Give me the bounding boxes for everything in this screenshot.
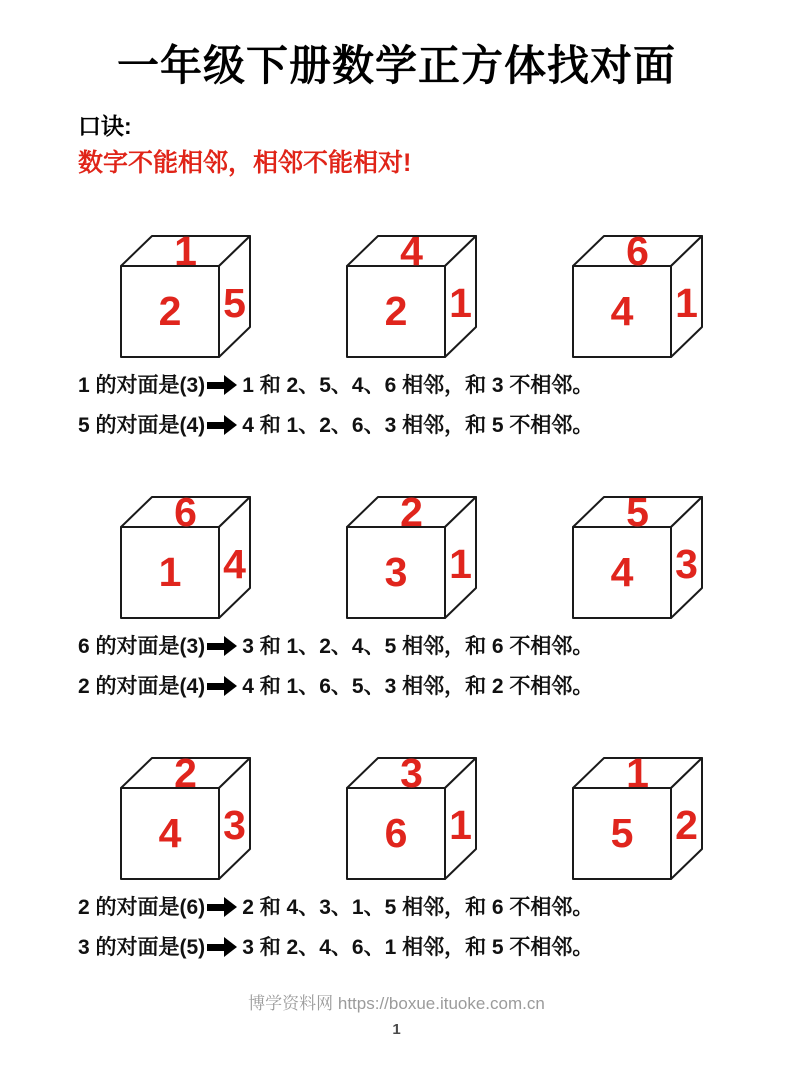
cube-top-number: 2	[174, 750, 197, 796]
explanation-before: 5 的对面是(4)	[78, 414, 206, 437]
cube-front-number: 4	[610, 549, 634, 595]
arrow-right-icon	[207, 636, 237, 656]
cube-top-number: 6	[626, 228, 649, 274]
explanation-after: 1 和 2、5、4、6 相邻，和 3 不相邻。	[242, 374, 594, 397]
cube-2-1	[120, 489, 251, 619]
explanation-line	[78, 893, 793, 923]
page-title: 一年级下册数学正方体找对面	[116, 42, 676, 89]
section-1	[0, 228, 793, 441]
cube-front-number: 5	[610, 810, 634, 856]
arrow-right-icon	[207, 375, 237, 395]
explanation-line	[78, 933, 793, 963]
page-number: 1	[392, 1021, 401, 1038]
cube-top-number: 4	[400, 228, 423, 274]
cube-front-number: 2	[384, 288, 408, 334]
cube-right-number: 4	[223, 541, 246, 587]
cube-front-number: 4	[610, 288, 634, 334]
explanation-before: 2 的对面是(6)	[78, 896, 206, 919]
explanation-line	[78, 371, 793, 401]
cube-right-number: 1	[449, 541, 472, 587]
cube-top-number: 5	[626, 489, 649, 535]
cube-right-number: 3	[675, 541, 698, 587]
cube-front-number: 2	[158, 288, 182, 334]
explanation-before: 1 的对面是(3)	[78, 374, 206, 397]
cube-2-2	[346, 489, 477, 619]
cube-right-number: 3	[223, 802, 246, 848]
cube-3-2	[346, 750, 477, 880]
cube-right-number: 2	[675, 802, 698, 848]
arrow-right-icon	[207, 897, 237, 917]
cube-right-number: 1	[449, 802, 472, 848]
cube-row-1	[120, 228, 793, 361]
cube-1-3	[572, 228, 703, 358]
cube-3-3	[572, 750, 703, 880]
arrow-right-icon	[207, 415, 237, 435]
cube-row-2	[120, 489, 793, 622]
explanation-after: 4 和 1、2、6、3 相邻，和 5 不相邻。	[242, 414, 594, 437]
mnemonic-text: 数字不能相邻，相邻不能相对!	[78, 149, 412, 177]
explanation-line	[78, 632, 793, 662]
explanation-before: 3 的对面是(5)	[78, 936, 206, 959]
footer-site-text: 博学资料网 https://boxue.ituoke.com.cn	[248, 994, 545, 1013]
explanation-before: 2 的对面是(4)	[78, 675, 206, 698]
arrow-right-icon	[207, 937, 237, 957]
explanation-line	[78, 411, 793, 441]
explanation-after: 2 和 4、3、1、5 相邻，和 6 不相邻。	[242, 896, 594, 919]
cube-front-number: 3	[384, 549, 408, 595]
cube-right-number: 1	[449, 280, 472, 326]
cube-top-number: 1	[174, 228, 197, 274]
explanation-before: 6 的对面是(3)	[78, 635, 206, 658]
cube-front-number: 4	[158, 810, 182, 856]
explanation-after: 3 和 2、4、6、1 相邻，和 5 不相邻。	[242, 936, 594, 959]
cube-1-1	[120, 228, 251, 358]
cube-top-number: 6	[174, 489, 197, 535]
cube-right-number: 1	[675, 280, 698, 326]
cube-front-number: 1	[158, 549, 182, 595]
cube-3-1	[120, 750, 251, 880]
koujue-label: 口诀:	[78, 113, 132, 139]
explanation-after: 4 和 1、6、5、3 相邻，和 2 不相邻。	[242, 675, 594, 698]
cube-1-2	[346, 228, 477, 358]
cube-2-3	[572, 489, 703, 619]
explanation-after: 3 和 1、2、4、5 相邻，和 6 不相邻。	[242, 635, 594, 658]
arrow-right-icon	[207, 676, 237, 696]
cube-top-number: 3	[400, 750, 423, 796]
cube-right-number: 5	[223, 280, 246, 326]
explanation-line	[78, 672, 793, 702]
cube-row-3	[120, 750, 793, 883]
cube-top-number: 1	[626, 750, 649, 796]
section-2	[0, 489, 793, 702]
cube-top-number: 2	[400, 489, 423, 535]
cube-front-number: 6	[384, 810, 408, 856]
section-3	[0, 750, 793, 963]
